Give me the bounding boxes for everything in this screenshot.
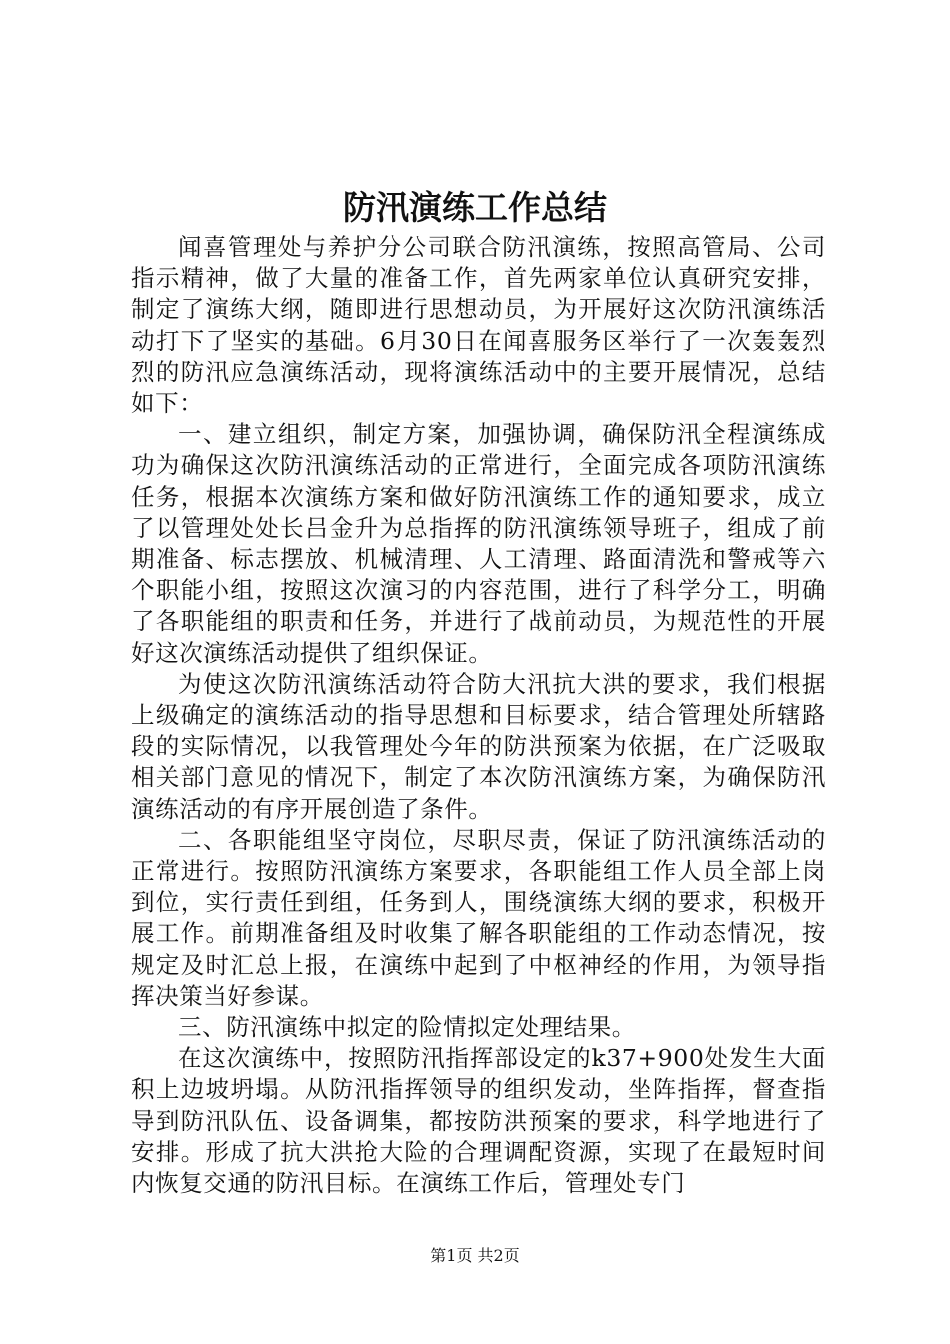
paragraph-intro: 闻喜管理处与养护分公司联合防汛演练，按照高管局、公司指示精神，做了大量的准备工作，首先两家单位认真研究安排，制定了演练大纲，随即进行思想动员，为开展好这次防汛演练活动打下了坚实的基础。6月30日在闻喜服务区举行了一次轰轰烈烈的防汛应急演练活动，现将演练活动中的主要开展情况，总结如下：	[131, 233, 826, 418]
paragraph-plan: 为使这次防汛演练活动符合防大汛抗大洪的要求，我们根据上级确定的演练活动的指导思想和目标要求，结合管理处所辖路段的实际情况，以我管理处今年的防洪预案为依据，在广泛吸取相关部门意见的情况下，制定了本次防汛演练方案，为确保防汛演练活动的有序开展创造了条件。	[131, 669, 826, 823]
paragraph-section-1: 一、建立组织，制定方案，加强协调，确保防汛全程演练成功为确保这次防汛演练活动的正常进行，全面完成各项防汛演练任务，根据本次演练方案和做好防汛演练工作的通知要求，成立了以管理处处长吕金升为总指挥的防汛演练领导班子，组成了前期准备、标志摆放、机械清理、人工清理、路面清洗和警戒等六个职能小组，按照这次演习的内容范围，进行了科学分工，明确了各职能组的职责和任务，并进行了战前动员，为规范性的开展好这次演练活动提供了组织保证。	[131, 420, 826, 667]
paragraph-section-3-heading: 三、防汛演练中拟定的险情拟定处理结果。	[178, 1013, 636, 1042]
document-body	[131, 232, 826, 1199]
page-footer: 第1页 共2页	[430, 1246, 520, 1265]
paragraph-section-2: 二、各职能组坚守岗位，尽职尽责，保证了防汛演练活动的正常进行。按照防汛演练方案要求，各职能组工作人员全部上岗到位，实行责任到组，任务到人，围绕演练大纲的要求，积极开展工作。前期准备组及时收集了解各职能组的工作动态情况，按规定及时汇总上报，在演练中起到了中枢神经的作用，为领导指挥决策当好参谋。	[131, 825, 826, 1010]
document-title: 防汛演练工作总结	[343, 188, 607, 227]
paragraph-drill-details: 在这次演练中，按照防汛指挥部设定的k37+900处发生大面积上边坡坍塌。从防汛指挥领导的组织发动，坐阵指挥，督查指导到防汛队伍、设备调集，都按防洪预案的要求，科学地进行了安排。形成了抗大洪抢大险的合理调配资源，实现了在最短时间内恢复交通的防汛目标。在演练工作后，管理处专门	[131, 1044, 826, 1198]
